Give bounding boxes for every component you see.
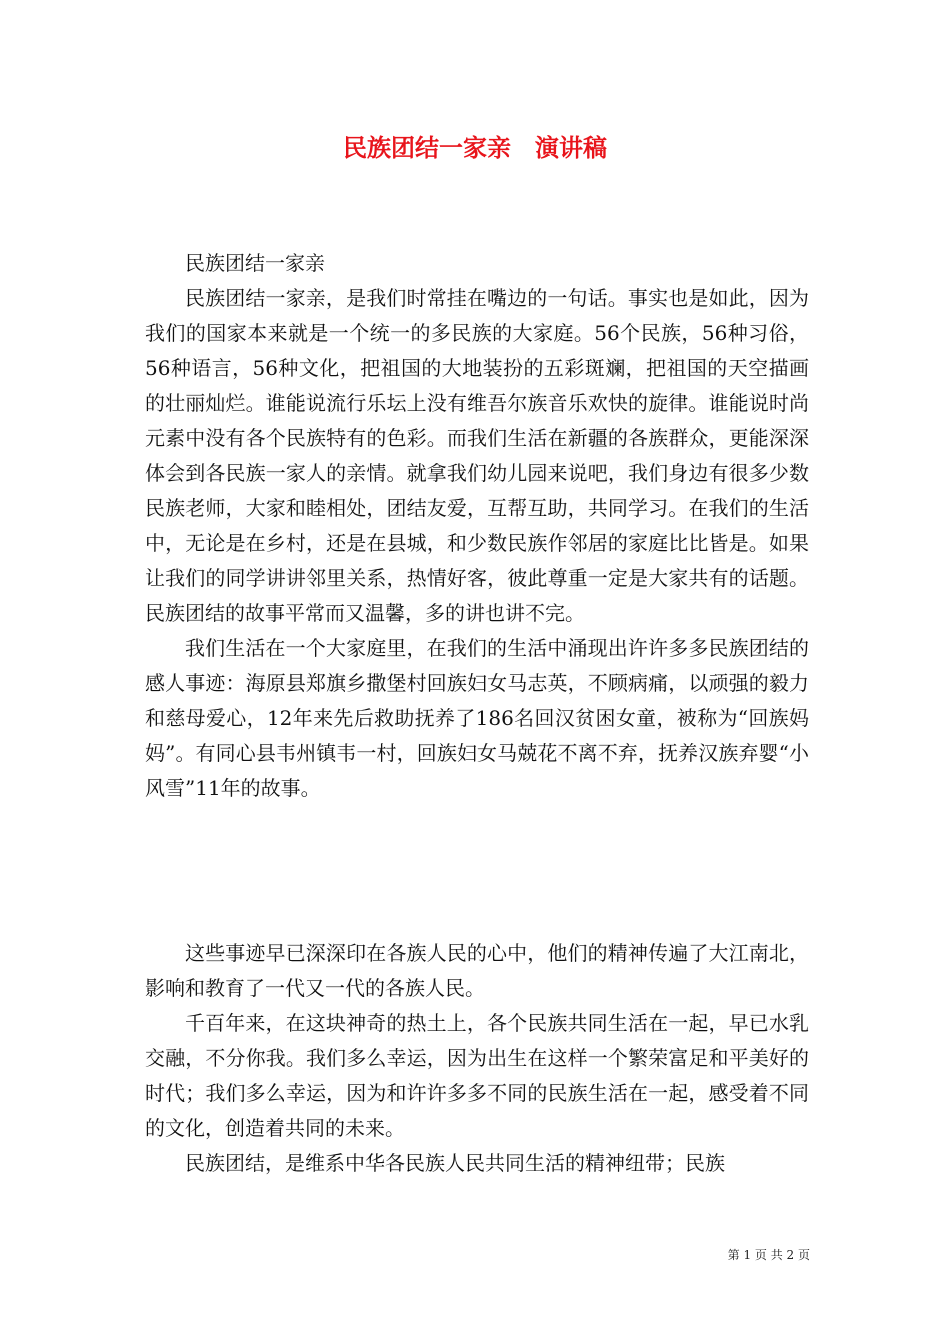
- paragraph-5: 民族团结，是维系中华各民族人民共同生活的精神纽带；民族: [185, 1151, 725, 1175]
- subheading: 民族团结一家亲: [185, 251, 325, 275]
- paragraph-1: 民族团结一家亲，是我们时常挂在嘴边的一句话。事实也是如此，因为我们的国家本来就是一个统一的多民族的大家庭。56个民族，56种习俗，56种语言，56种文化，把祖国的大地装扮的五彩斑斓，把祖国的天空描画的壮丽灿烂。谁能说流行乐坛上没有维吾尔族音乐欢快的旋律。谁能说时尚元素中没有各个民族特有的色彩。而我们生活在新疆的各族群众，更能深深体会到各民族一家人的亲情。就拿我们幼儿园来说吧，我们身边有很多少数民族老师，大家和睦相处，团结友爱，互帮互助，共同学习。在我们的生活中，无论是在乡村，还是在县城，和少数民族作邻居的家庭比比皆是。如果让我们的同学讲讲邻里关系，热情好客，彼此尊重一定是大家共有的话题。民族团结的故事平常而又温馨，多的讲也讲不完。: [145, 286, 809, 625]
- document-title: 民族团结一家亲 演讲稿: [343, 133, 607, 162]
- document-body: [145, 246, 809, 806]
- paragraph-3: 这些事迹早已深深印在各族人民的心中，他们的精神传遍了大江南北，影响和教育了一代又一代的各族人民。: [145, 941, 809, 1000]
- page-number-footer: 第 1 页 共 2 页: [727, 1248, 810, 1262]
- paragraph-2: 我们生活在一个大家庭里，在我们的生活中涌现出许许多多民族团结的感人事迹：海原县郑旗乡撒堡村回族妇女马志英，不顾病痛，以顽强的毅力和慈母爱心，12年来先后救助抚养了186名回汉贫困女童，被称为“回族妈妈”。有同心县韦州镇韦一村，回族妇女马兢花不离不弃，抚养汉族弃婴“小风雪”11年的故事。: [145, 636, 809, 800]
- document-body-continued: [145, 936, 809, 1181]
- paragraph-4: 千百年来，在这块神奇的热土上，各个民族共同生活在一起，早已水乳交融，不分你我。我们多么幸运，因为出生在这样一个繁荣富足和平美好的时代；我们多么幸运，因为和许许多多不同的民族生活在一起，感受着不同的文化，创造着共同的未来。: [145, 1011, 809, 1140]
